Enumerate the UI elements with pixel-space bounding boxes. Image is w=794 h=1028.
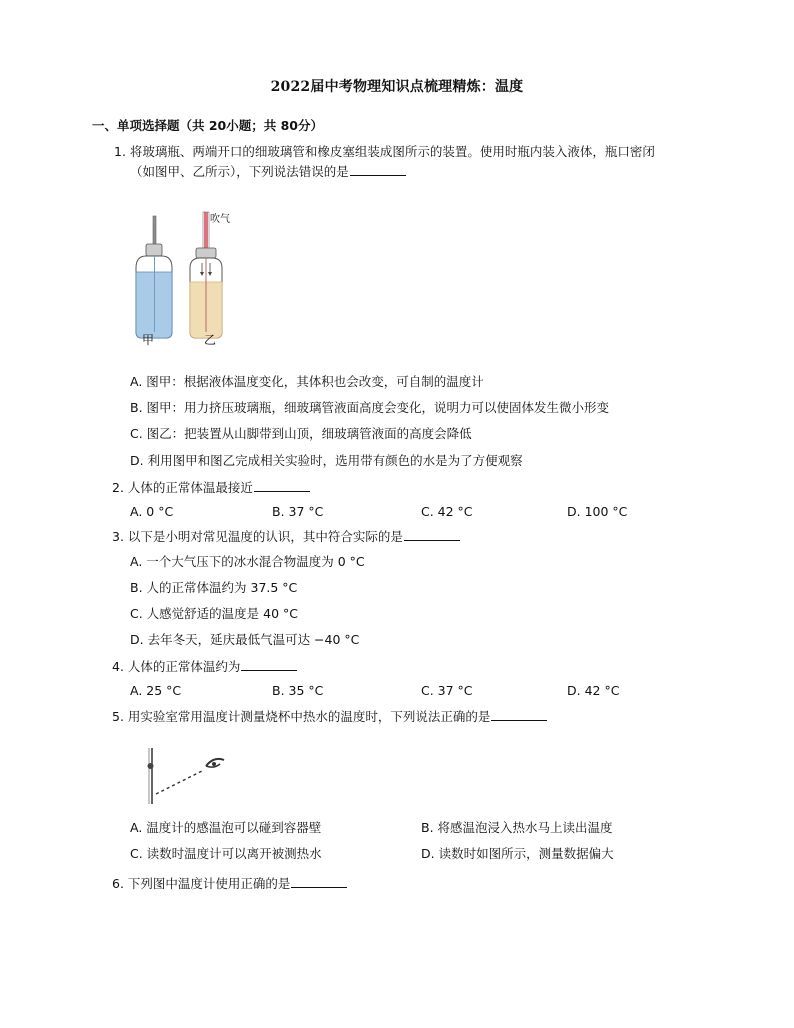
bottle-yi	[190, 212, 222, 338]
bottle-jia	[136, 216, 172, 338]
q2-option-b: B. 37 °C	[272, 504, 324, 519]
q5-figure-svg	[132, 742, 242, 812]
q1-option-a: A. 图甲：根据液体温度变化，其体积也会改变，可自制的温度计	[130, 374, 484, 389]
q2-option-d: D. 100 °C	[567, 504, 628, 519]
q1-stem-line1: 1. 将玻璃瓶、两端开口的细玻璃管和橡皮塞组装成图所示的装置。使用时瓶内装入液体，瓶口密闭	[114, 144, 655, 159]
q1-stem-line2	[130, 163, 406, 181]
q6-stem-text: 6. 下列图中温度计使用正确的是	[112, 876, 291, 891]
q6-stem	[112, 875, 347, 893]
section-heading: 一、单项选择题（共 20小题；共 80分）	[92, 118, 323, 133]
q1-figure-svg	[128, 200, 248, 350]
q4-option-b: B. 35 °C	[272, 683, 324, 698]
label-yi: 乙	[204, 333, 217, 347]
q5-figure	[132, 742, 242, 812]
q5-option-a: A. 温度计的感温泡可以碰到容器壁	[130, 820, 322, 835]
q1-option-b: B. 图甲：用力挤压玻璃瓶，细玻璃管液面高度会变化，说明力可以使固体发生微小形变	[130, 400, 610, 415]
q5-stem	[112, 708, 547, 726]
answer-blank	[350, 163, 406, 176]
answer-blank	[291, 875, 347, 888]
label-jia: 甲	[142, 333, 155, 347]
q3-stem	[112, 528, 460, 546]
blow-label: 吹气	[210, 214, 230, 225]
q4-option-c: C. 37 °C	[421, 683, 473, 698]
q3-option-a: A. 一个大气压下的冰水混合物温度为 0 °C	[130, 554, 365, 569]
q4-stem-text: 4. 人体的正常体温约为	[112, 659, 241, 674]
q4-option-d: D. 42 °C	[567, 683, 620, 698]
document-title: 2022届中考物理知识点梳理精炼：温度	[270, 79, 524, 95]
answer-blank	[254, 479, 310, 492]
answer-blank	[404, 528, 460, 541]
thermometer-icon	[148, 748, 154, 804]
q1-option-d: D. 利用图甲和图乙完成相关实验时，选用带有颜色的水是为了方便观察	[130, 453, 523, 468]
q2-stem-text: 2. 人体的正常体温最接近	[112, 480, 253, 495]
answer-blank	[241, 658, 297, 671]
q1-option-c: C. 图乙：把装置从山脚带到山顶，细玻璃管液面的高度会降低	[130, 426, 472, 441]
q2-stem	[112, 479, 310, 497]
q3-option-d: D. 去年冬天，延庆最低气温可达 −40 °C	[130, 632, 360, 647]
q1-stem-text: （如图甲、乙所示），下列说法错误的是	[130, 164, 349, 179]
q5-option-b: B. 将感温泡浸入热水马上读出温度	[421, 820, 613, 835]
q1-figure	[128, 200, 248, 350]
q5-stem-text: 5. 用实验室常用温度计测量烧杯中热水的温度时，下列说法正确的是	[112, 709, 491, 724]
eye-icon	[206, 759, 224, 767]
q3-stem-text: 3. 以下是小明对常见温度的认识，其中符合实际的是	[112, 529, 403, 544]
answer-blank	[491, 708, 547, 721]
q4-option-a: A. 25 °C	[130, 683, 182, 698]
q5-option-d: D. 读数时如图所示，测量数据偏大	[421, 846, 614, 861]
q4-stem	[112, 658, 297, 676]
q3-option-c: C. 人感觉舒适的温度是 40 °C	[130, 606, 299, 621]
q3-option-b: B. 人的正常体温约为 37.5 °C	[130, 580, 298, 595]
q2-option-c: C. 42 °C	[421, 504, 473, 519]
q2-option-a: A. 0 °C	[130, 504, 174, 519]
q5-option-c: C. 读数时温度计可以离开被测热水	[130, 846, 322, 861]
